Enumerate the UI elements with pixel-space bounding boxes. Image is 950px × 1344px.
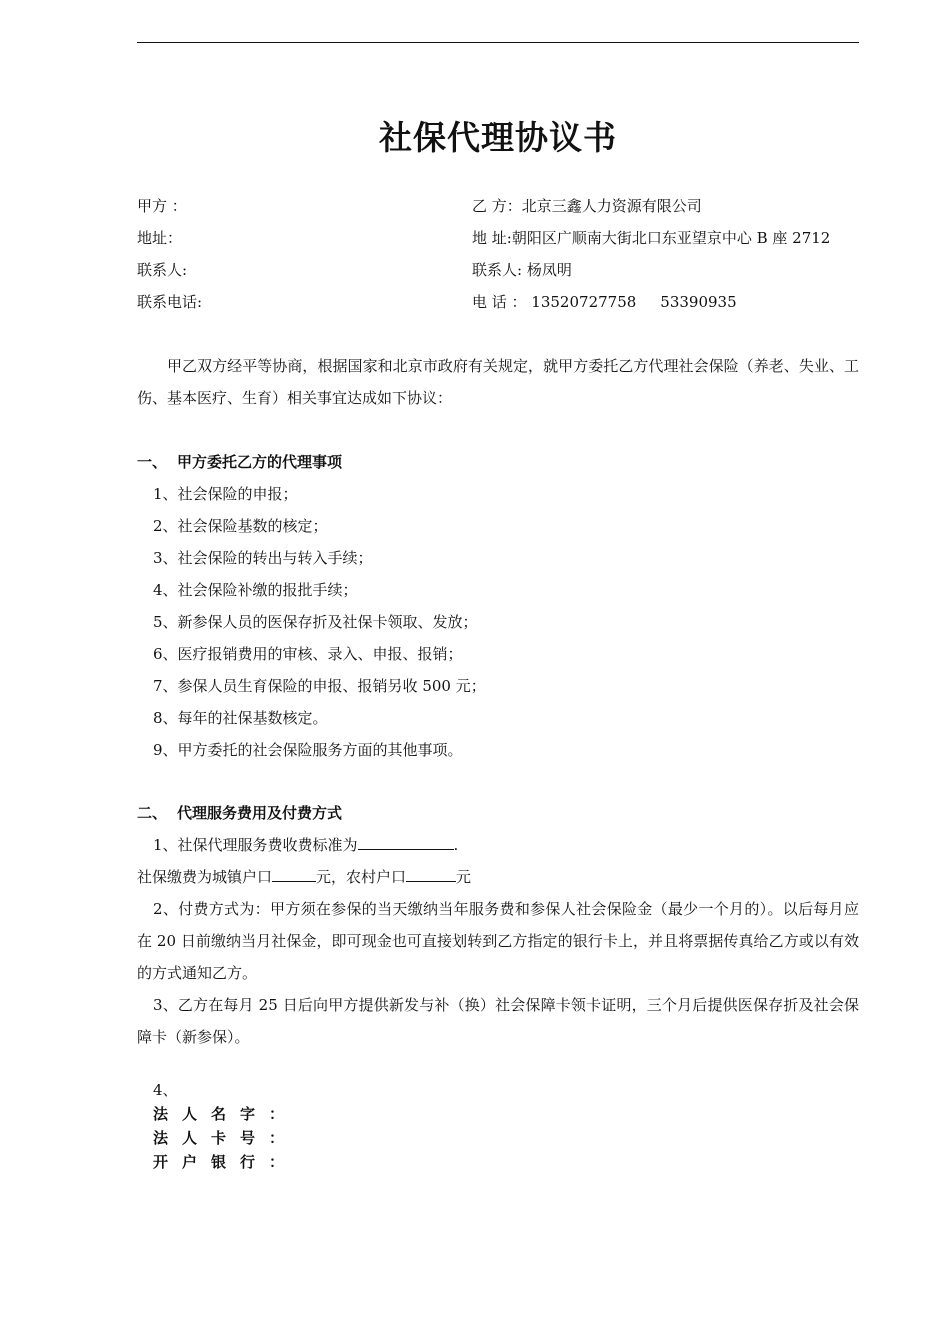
party-row <box>137 288 859 320</box>
party-b-contact: 联系人: 杨凤明 <box>472 261 572 279</box>
party-a-name: 甲方 ： <box>137 197 187 215</box>
signature-block <box>153 1078 298 1174</box>
party-row <box>137 256 859 288</box>
payment-method-paragraph: 2、付费方式为：甲方须在参保的当天缴纳当年服务费和参保人社会保险金（最少一个月的）。以后每月应在 20 日前缴纳当月社保金，即可现金也可直接划转到乙方指定的银行卡上，并且将票据传真给乙方或以有效的方式通知乙方。 <box>137 900 859 982</box>
list-item: 6、医疗报销费用的审核、录入、申报、报销； <box>153 645 463 663</box>
section-2-title: 代理服务费用及付费方式 <box>177 804 343 822</box>
urban-label: 社保缴费为城镇户口 <box>137 868 273 886</box>
legal-person-card-field[interactable]: 法人卡号： <box>153 1129 299 1147</box>
list-item: 8、每年的社保基数核定。 <box>153 709 328 727</box>
section-2 <box>137 797 859 1053</box>
section-2-number: 二、 <box>137 804 168 822</box>
card-provision-paragraph: 3、乙方在每月 25 日后向甲方提供新发与补（换）社会保障卡领卡证明，三个月后提供医保存折及社会保障卡（新参保）。 <box>137 996 859 1046</box>
urban-fee-blank[interactable] <box>272 863 316 882</box>
legal-person-name-field[interactable]: 法人名字： <box>153 1105 299 1123</box>
party-b-phone-2: 53390935 <box>660 293 737 311</box>
section-2-heading <box>137 797 859 829</box>
fee-standard-blank[interactable] <box>358 831 454 850</box>
section-1 <box>137 446 859 766</box>
yuan-label: 元 <box>456 868 472 886</box>
party-b-phone-1: 电 话 ： 13520727758 <box>472 293 637 311</box>
fee-standard-end: . <box>453 836 459 854</box>
section-1-number: 一、 <box>137 453 168 471</box>
party-a-phone: 联系电话: <box>137 293 203 311</box>
party-a-address: 地址： <box>137 229 183 247</box>
section-1-title: 甲方委托乙方的代理事项 <box>177 453 343 471</box>
party-a-contact: 联系人: <box>137 261 188 279</box>
party-row <box>137 224 859 256</box>
header-rule <box>137 42 859 43</box>
party-row <box>137 192 859 224</box>
list-item: 1、社会保险的申报； <box>153 485 298 503</box>
fee-standard-label: 1、社保代理服务费收费标准为 <box>153 836 358 854</box>
fee-standard-line <box>137 829 859 861</box>
list-item: 3、社会保险的转出与转入手续； <box>153 549 373 567</box>
signature-number: 4、 <box>153 1081 178 1099</box>
party-b-name: 乙 方：北京三鑫人力资源有限公司 <box>472 197 702 215</box>
bank-field[interactable]: 开户银行： <box>153 1153 299 1171</box>
rural-fee-blank[interactable] <box>406 863 456 882</box>
parties-block <box>137 192 859 320</box>
list-item: 7、参保人员生育保险的申报、报销另收 500 元； <box>153 677 486 695</box>
list-item: 4、社会保险补缴的报批手续； <box>153 581 358 599</box>
intro-paragraph: 甲乙双方经平等协商，根据国家和北京市政府有关规定，就甲方委托乙方代理社会保险（养老、失业、工伤、基本医疗、生育）相关事宜达成如下协议： <box>137 357 859 407</box>
rural-label: 元，农村户口 <box>316 868 407 886</box>
list-item: 2、社会保险基数的核定； <box>153 517 328 535</box>
party-b-address: 地 址:朝阳区广顺南大街北口东亚望京中心 B 座 2712 <box>472 229 831 247</box>
document-title: 社保代理协议书 <box>379 118 617 157</box>
section-1-heading <box>137 446 859 478</box>
list-item: 9、甲方委托的社会保险服务方面的其他事项。 <box>153 741 463 759</box>
list-item: 5、新参保人员的医保存折及社保卡领取、发放； <box>153 613 478 631</box>
fee-amount-line <box>137 861 859 893</box>
party-b-phone <box>472 288 737 316</box>
